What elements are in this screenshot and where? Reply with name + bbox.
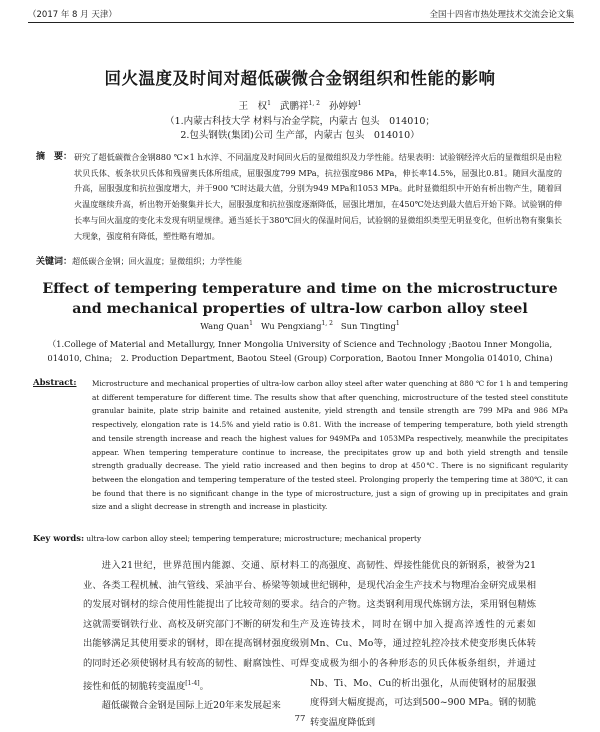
keywords-english	[33, 533, 568, 543]
author-name: Wang Quan	[200, 320, 250, 331]
abstract-en-label: Abstract:	[33, 378, 77, 388]
author-name: 武鹏祥	[280, 101, 309, 112]
author-sup: 1	[249, 320, 253, 327]
body-text: 进入21世纪，世界范围内能源、交通、原材料工业、各类工程机械、油气管线、采油平台、桥梁等领域的发展对钢材的综合使用性能提出了比较苛刻的要求。这就需要钢铁行业、高校及研究部门不断的研发和生产出能够满足其使用要求的钢材，即在提高钢材强度级别的同时还必须使钢材具有较高的韧性、耐腐蚀性、可焊接性和低的韧脆转变温度	[83, 560, 309, 692]
author-sup: 1, 2	[308, 99, 320, 107]
author-sup: 1	[357, 99, 362, 107]
keywords-en-label: Key words:	[33, 533, 85, 543]
body-paragraph: 的高强度、高韧性、焊接性能优良的新钢系，被誉为21世纪钢种，是现代冶金生产技术与物理冶金研究成果相结合的产物。这类钢利用现代炼钢方法，采用钢包精炼及连铸技术，同时在钢中加入提高淬透性的元素如Mn、Cu、Mo等，通过控轧控冷技术使变形奥氏体转变成极为细小的各种形态的贝氏体板条组织，并通过Nb、Ti、Mo、Cu的析出强化，从而使钢材的屈服强度得到大幅度提高，可达到500~900 MPa。钢的韧脆转变温度降低到	[310, 560, 536, 728]
header-left: （2017 年 8 月 天津）	[28, 10, 117, 20]
keywords-cn-label: 关键词：	[36, 257, 73, 267]
authors-english	[0, 320, 600, 331]
title-english: Effect of tempering temperature and time on the microstructure and mechanical properties of ultra-low carbon alloy steel	[42, 281, 558, 317]
header-right: 全国十四省市热处理技术交流会论文集	[429, 10, 574, 20]
keywords-chinese	[36, 254, 566, 267]
author-sup: 1, 2	[321, 320, 333, 327]
body-paragraph	[83, 556, 309, 696]
author-sup: 1	[267, 99, 271, 107]
body-paragraph: 超低碳微合金钢是国际上近20年来发展起来	[101, 700, 281, 712]
abstract-cn-label: 摘 要：	[36, 152, 73, 162]
affiliation-en-1: （1.College of Material and Metallurgy, Inner Mongolia University of Science and Technology ;Baotou Inner Mongolia,	[47, 339, 553, 349]
author-name: 王 权	[238, 101, 268, 112]
affiliation-cn-1: （1.内蒙古科技大学 材料与冶金学院，内蒙古 包头 014010；	[165, 116, 435, 127]
title-chinese: 回火温度及时间对超低碳微合金钢组织和性能的影响	[104, 69, 496, 88]
affiliation-en-2: 014010, China; 2. Production Department, Baotou Steel (Group) Corporation, Baotou Inner Mongolia 014010, China)	[47, 353, 553, 363]
abstract-english	[33, 377, 568, 514]
affiliation-cn-2: 2.包头钢铁(集团)公司 生产部，内蒙古 包头 014010）	[180, 130, 420, 141]
body-column-right	[310, 556, 536, 732]
author-name: Wu Pengxiang	[261, 320, 322, 331]
running-header	[28, 6, 574, 23]
keywords-en-text: ultra-low carbon alloy steel; tempering temperature; microstructure; mechanical property	[84, 534, 422, 543]
author-name: Sun Tingting	[340, 320, 396, 331]
page-number: 77	[294, 714, 306, 724]
body-text: 。	[199, 680, 209, 692]
citation-ref: [1-4]	[185, 679, 200, 687]
abstract-chinese	[38, 150, 562, 244]
abstract-en-text: Microstructure and mechanical properties of ultra-low carbon alloy steel after water quenching at 880 ℃ for 1 h and tempering at different temperature for different time. The results show that after quenching, microstructure of the tested steel constitute granular bainite, plate strip bainite and retained austenite, yield strength and tensile strength are 799 MPa and 986 MPa respectively, elongation rate is 14.5% and yield ratio is 0.81. With the increase of tempering temperature, both yield strength and tensile strength increase and reach the highest values for 949MPa and 1053MPa respectively, meanwhile the precipitates appear. When tempering temperature continue to increase, the precipitates grow up and both yield strength and tensile strength gradually decrease. The yield ratio increased and then begins to drop at 450℃. There is no significant regularity between the elongation and tempering temperature of the tested steel. Prolonging properly the tempering time at 380℃, it can be found that there is no significant change in the type of microstructure, just a sign of growing up in precipitates and grain size and a slight decrease in strength and increase in plasticity.	[92, 379, 568, 512]
keywords-cn-text: 超低碳合金钢；回火温度；显微组织；力学性能	[72, 256, 242, 266]
author-sup: 1	[395, 320, 400, 327]
body-column-left	[83, 556, 309, 716]
authors-chinese	[0, 98, 600, 112]
abstract-cn-text: 研究了超低碳微合金钢880 ℃×1 h水淬、不同温度及时间回火后的显微组织及力学性能。结果表明：试验钢经淬火后的显微组织是由粒状贝氏体、板条状贝氏体和残留奥氏体所组成，屈服强度799 MPa，抗拉强度986 MPa，伸长率14.5%，屈强比0.81。随回火温度的升高，屈服强度和抗拉强度增大，并于900 ℃时达最大值，分别为949 MPa和1053 MPa。此时显微组织中开始有析出物产生，随着回火温度继续升高，析出物开始聚集并长大，屈服强度和抗拉强度逐渐降低，屈强比增加，在450℃处达到最大值后开始下降。试验钢的伸长率与回火温度的变化未发现有明显规律。通当延长于380℃回火的保温时间后，试验钢的显微组织类型无明显变化，但析出物有聚集长大现象，强度稍有降低，塑性略有增加。	[74, 152, 562, 241]
author-name: 孙婷婷	[329, 101, 358, 112]
